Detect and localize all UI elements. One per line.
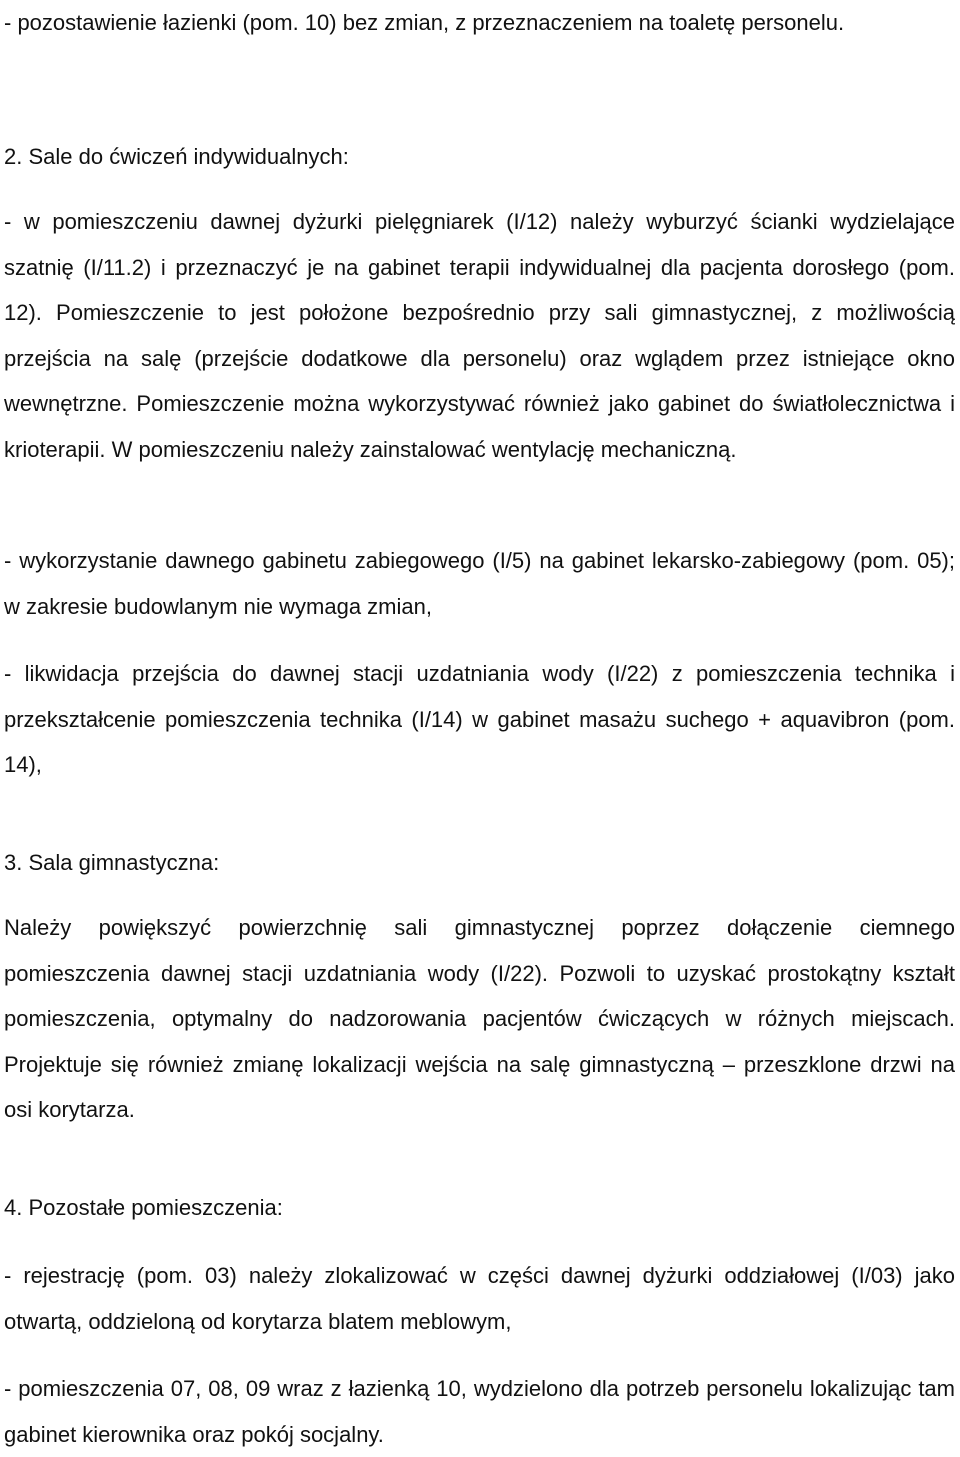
paragraph-treatment-room: - wykorzystanie dawnego gabinetu zabiegowego (I/5) na gabinet lekarsko-zabiegowy (pom. 05); w zakresie budowlanym nie wymaga zmian, [4,548,955,619]
paragraph-staff-rooms: - pomieszczenia 07, 08, 09 wraz z łazienką 10, wydzielono dla potrzeb personelu lokalizując tam gabinet kierownika oraz pokój socjalny. [4,1376,955,1447]
paragraph-massage-room: - likwidacja przejścia do dawnej stacji uzdatniania wody (I/22) z pomieszczenia technika i przekształcenie pomieszczenia technika (I/14) w gabinet masażu suchego + aquavibron (pom. 14), [4,661,955,777]
paragraph-reception: - rejestrację (pom. 03) należy zlokalizować w części dawnej dyżurki oddziałowej (I/03) jako otwartą, oddzieloną od korytarza blatem meblowym, [4,1263,955,1334]
paragraph-gym-expansion: Należy powiększyć powierzchnię sali gimnastycznej poprzez dołączenie ciemnego pomieszczenia dawnej stacji uzdatniania wody (I/22). Pozwoli to uzyskać prostokątny kształt pomieszczenia, optymalny do nadzorowania pacjentów ćwiczących w różnych miejscach. Projektuje się również zmianę lokalizacji wejścia na salę gimnastyczną – przeszklone drzwi na osi korytarza. [4,915,955,1122]
section-heading-gym: 3. Sala gimnastyczna: [4,850,220,875]
paragraph-individual-therapy-room: - w pomieszczeniu dawnej dyżurki pielęgniarek (I/12) należy wyburzyć ścianki wydzielające szatnię (I/11.2) i przeznaczyć je na gabinet terapii indywidualnej dla pacjenta dorosłego (pom. 12). Pomieszczenie to jest położone bezpośrednio przy sali gimnastycznej, z możliwością przejścia na salę (przejście dodatkowe dla personelu) oraz wglądem przez istniejące okno wewnętrzne. Pomieszczenie można wykorzystywać również jako gabinet do światłolecznictwa i krioterapii. W pomieszczeniu należy zainstalować wentylację mechaniczną. [4,209,955,462]
paragraph-bathroom-staff-toilet: - pozostawienie łazienki (pom. 10) bez zmian, z przeznaczeniem na toaletę personelu. [4,10,845,35]
section-heading-other-rooms: 4. Pozostałe pomieszczenia: [4,1195,283,1220]
section-heading-individual-exercise-rooms: 2. Sale do ćwiczeń indywidualnych: [4,144,349,169]
